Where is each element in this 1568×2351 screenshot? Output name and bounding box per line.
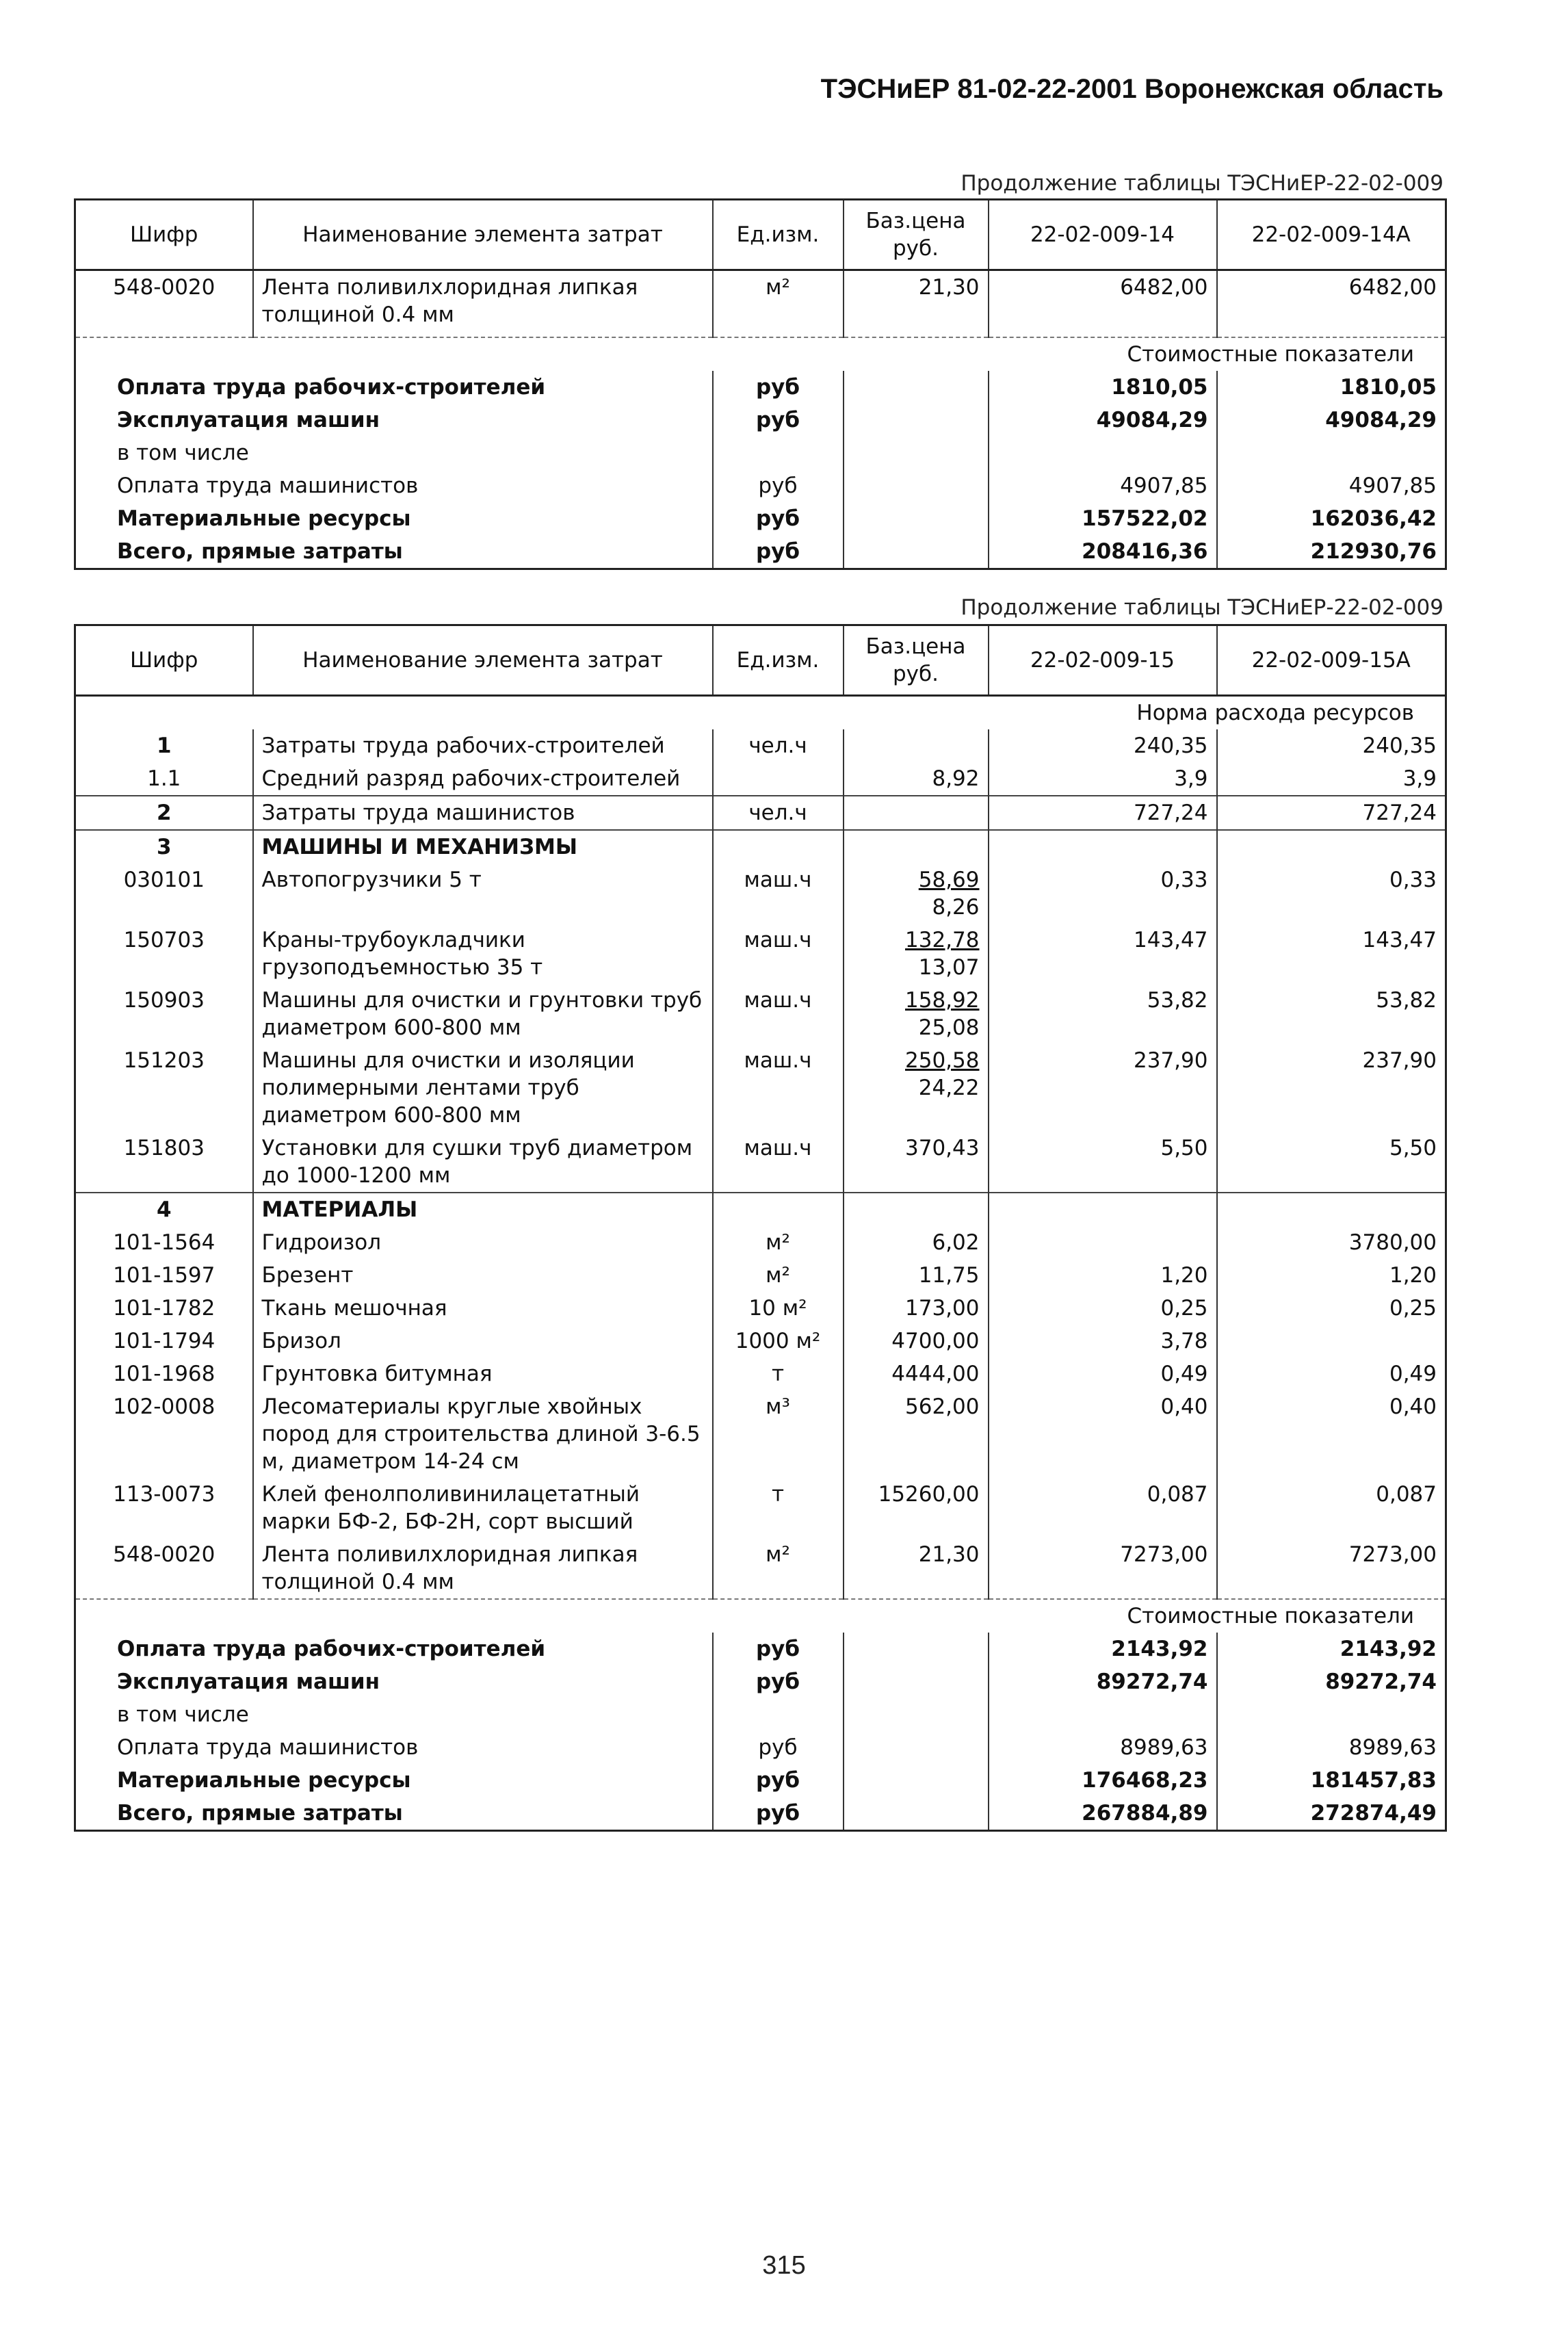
summary-price	[844, 1633, 989, 1665]
summary-name: в том числе	[75, 1698, 713, 1731]
col-header-price: Баз.цена руб.	[844, 625, 989, 696]
summary-price	[844, 535, 989, 569]
summary-unit: руб	[713, 502, 844, 535]
table-row	[75, 270, 1446, 332]
summary-row	[75, 1698, 1446, 1731]
spacer-cell	[713, 331, 844, 337]
resource-price-cell	[844, 1193, 989, 1226]
summary-name: Оплата труда машинистов	[75, 469, 713, 502]
resource-name: Установки для сушки труб диаметром до 1000-1200 мм	[253, 1132, 713, 1193]
resource-price-cell	[844, 1226, 989, 1259]
table-row	[75, 1292, 1446, 1325]
table1-header-row	[75, 200, 1446, 270]
summary-unit: руб	[713, 1633, 844, 1665]
summary-value-2	[1217, 437, 1446, 469]
resource-code: 2	[75, 796, 253, 830]
summary-value-2: 89272,74	[1217, 1665, 1446, 1698]
spacer-cell	[989, 331, 1217, 337]
summary-name: Эксплуатация машин	[75, 404, 713, 437]
resource-code: 101-1794	[75, 1325, 253, 1358]
spacer-cell	[844, 331, 989, 337]
resource-price: 132,78	[905, 928, 980, 952]
resource-value-2: 7273,00	[1217, 1538, 1446, 1599]
summary-name: Оплата труда рабочих-строителей	[75, 1633, 713, 1665]
summary-name: Всего, прямые затраты	[75, 535, 713, 569]
resource-price: 370,43	[905, 1136, 980, 1160]
resource-price: 4700,00	[891, 1329, 980, 1353]
resource-value-2: 0,40	[1217, 1390, 1446, 1478]
resource-price-cell	[844, 762, 989, 796]
resource-name: Клей фенолполивинилацетатный марки БФ-2, БФ-2Н, сорт высший	[253, 1478, 713, 1538]
table-row	[75, 1478, 1446, 1538]
resource-code: 151803	[75, 1132, 253, 1193]
table-row	[75, 830, 1446, 863]
spacer-cell	[1217, 331, 1446, 337]
resource-value-2: 3,9	[1217, 762, 1446, 796]
summary-unit: руб	[713, 535, 844, 569]
summary-value-1: 8989,63	[989, 1731, 1217, 1764]
resource-price-cell	[844, 1259, 989, 1292]
resource-price-cell	[844, 729, 989, 762]
resource-norm-label	[75, 696, 1446, 730]
resource-price-cell	[844, 796, 989, 830]
resource-value-1: 53,82	[989, 984, 1217, 1044]
resource-name: Гидроизол	[253, 1226, 713, 1259]
resource-name: Краны-трубоукладчики грузоподъемностью 35 т	[253, 924, 713, 984]
resource-value-1	[989, 1226, 1217, 1259]
resource-code: 113-0073	[75, 1478, 253, 1538]
resource-unit: м²	[713, 1226, 844, 1259]
summary-value-2: 162036,42	[1217, 502, 1446, 535]
summary-value-1: 157522,02	[989, 502, 1217, 535]
machinist-wage-price: 25,08	[918, 1015, 980, 1040]
resource-code: 101-1968	[75, 1358, 253, 1390]
table-row	[75, 924, 1446, 984]
cost-indicators-label-text: Стоимостные показатели	[75, 1599, 1446, 1633]
document-header: ТЭСНиЕР 81-02-22-2001 Воронежская область	[820, 74, 1443, 104]
machinist-wage-price: 13,07	[918, 955, 980, 980]
summary-value-1: 4907,85	[989, 469, 1217, 502]
summary-name: Эксплуатация машин	[75, 1665, 713, 1698]
resource-value-2: 6482,00	[1217, 270, 1446, 332]
summary-value-2: 272874,49	[1217, 1797, 1446, 1831]
resource-unit: маш.ч	[713, 1132, 844, 1193]
table1-caption: Продолжение таблицы ТЭСНиЕР-22-02-009	[961, 171, 1443, 196]
summary-price	[844, 1665, 989, 1698]
resource-price-cell	[844, 1478, 989, 1538]
resource-name: Средний разряд рабочих-строителей	[253, 762, 713, 796]
table-row	[75, 1259, 1446, 1292]
resource-name: Затраты труда рабочих-строителей	[253, 729, 713, 762]
resource-unit: 10 м²	[713, 1292, 844, 1325]
summary-row	[75, 404, 1446, 437]
machinist-wage-price: 24,22	[918, 1076, 980, 1100]
col-header-code: Шифр	[75, 200, 253, 270]
resource-value-2: 143,47	[1217, 924, 1446, 984]
summary-unit: руб	[713, 1764, 844, 1797]
resource-value-1: 1,20	[989, 1259, 1217, 1292]
resource-value-1: 0,33	[989, 863, 1217, 924]
resource-value-2	[1217, 1325, 1446, 1358]
cost-indicators-label-text: Стоимостные показатели	[75, 337, 1446, 371]
resource-value-2: 0,33	[1217, 863, 1446, 924]
resource-price: 6,02	[932, 1230, 980, 1255]
spacer-cell	[253, 331, 713, 337]
summary-price	[844, 469, 989, 502]
table-row	[75, 1193, 1446, 1226]
resource-value-1: 3,78	[989, 1325, 1217, 1358]
resource-price-cell	[844, 1044, 989, 1132]
resource-value-2: 0,49	[1217, 1358, 1446, 1390]
resource-value-1: 5,50	[989, 1132, 1217, 1193]
summary-value-2: 49084,29	[1217, 404, 1446, 437]
summary-name: Материальные ресурсы	[75, 1764, 713, 1797]
resource-unit: маш.ч	[713, 863, 844, 924]
resource-unit: чел.ч	[713, 729, 844, 762]
resource-name: Лента поливилхлоридная липкая толщиной 0.4 мм	[253, 270, 713, 332]
summary-value-2: 181457,83	[1217, 1764, 1446, 1797]
resource-unit	[713, 830, 844, 863]
table-row	[75, 1390, 1446, 1478]
summary-price	[844, 404, 989, 437]
resource-value-2: 237,90	[1217, 1044, 1446, 1132]
resource-price-cell	[844, 1390, 989, 1478]
table1	[74, 198, 1447, 570]
resource-value-2: 1,20	[1217, 1259, 1446, 1292]
resource-code: 030101	[75, 863, 253, 924]
resource-price-cell	[844, 924, 989, 984]
resource-price: 158,92	[905, 988, 980, 1013]
resource-unit	[713, 1193, 844, 1226]
summary-unit: руб	[713, 404, 844, 437]
spacer-cell	[75, 331, 253, 337]
resource-price-cell	[844, 830, 989, 863]
resource-unit: т	[713, 1478, 844, 1538]
summary-value-2: 4907,85	[1217, 469, 1446, 502]
summary-unit	[713, 437, 844, 469]
resource-unit: 1000 м²	[713, 1325, 844, 1358]
resource-unit: м³	[713, 1390, 844, 1478]
resource-unit	[713, 762, 844, 796]
resource-price: 58,69	[918, 868, 980, 892]
resource-price: 15260,00	[878, 1482, 980, 1507]
resource-price: 21,30	[844, 270, 989, 332]
resource-name: Затраты труда машинистов	[253, 796, 713, 830]
table-row	[75, 1226, 1446, 1259]
resource-code: 4	[75, 1193, 253, 1226]
resource-price: 173,00	[905, 1296, 980, 1321]
col-header-code: Шифр	[75, 625, 253, 696]
resource-code: 1	[75, 729, 253, 762]
resource-unit: чел.ч	[713, 796, 844, 830]
resource-value-1: 237,90	[989, 1044, 1217, 1132]
col-header-v1: 22-02-009-14	[989, 200, 1217, 270]
resource-value-1: 6482,00	[989, 270, 1217, 332]
resource-name: Грунтовка битумная	[253, 1358, 713, 1390]
resource-code: 151203	[75, 1044, 253, 1132]
resource-name: Бризол	[253, 1325, 713, 1358]
resource-code: 101-1782	[75, 1292, 253, 1325]
table2	[74, 624, 1447, 1832]
summary-row	[75, 1797, 1446, 1831]
summary-value-2: 8989,63	[1217, 1731, 1446, 1764]
summary-price	[844, 1731, 989, 1764]
summary-price	[844, 502, 989, 535]
summary-value-2: 2143,92	[1217, 1633, 1446, 1665]
resource-name: Лента поливилхлоридная липкая толщиной 0.4 мм	[253, 1538, 713, 1599]
col-header-price: Баз.цена руб.	[844, 200, 989, 270]
summary-price	[844, 437, 989, 469]
resource-unit: маш.ч	[713, 1044, 844, 1132]
table-row	[75, 1044, 1446, 1132]
machinist-wage-price: 8,26	[932, 895, 980, 920]
resource-value-2: 5,50	[1217, 1132, 1446, 1193]
spacer-row	[75, 331, 1446, 337]
resource-price: 562,00	[905, 1394, 980, 1419]
resource-value-1: 727,24	[989, 796, 1217, 830]
table2-header-row	[75, 625, 1446, 696]
summary-value-1: 176468,23	[989, 1764, 1217, 1797]
cost-indicators-label	[75, 337, 1446, 371]
summary-price	[844, 1698, 989, 1731]
resource-value-2: 727,24	[1217, 796, 1446, 830]
resource-code: 1.1	[75, 762, 253, 796]
resource-value-2: 53,82	[1217, 984, 1446, 1044]
resource-price: 4444,00	[891, 1362, 980, 1386]
resource-name: Ткань мешочная	[253, 1292, 713, 1325]
resource-name: Лесоматериалы круглые хвойных пород для строительства длиной 3-6.5 м, диаметром 14-24 см	[253, 1390, 713, 1478]
table-row	[75, 1132, 1446, 1193]
resource-unit: маш.ч	[713, 984, 844, 1044]
resource-unit: м²	[713, 1259, 844, 1292]
resource-value-1: 143,47	[989, 924, 1217, 984]
col-header-name: Наименование элемента затрат	[253, 200, 713, 270]
summary-price	[844, 1797, 989, 1831]
resource-code: 101-1564	[75, 1226, 253, 1259]
table-row	[75, 984, 1446, 1044]
summary-value-2: 1810,05	[1217, 371, 1446, 404]
table-row	[75, 796, 1446, 830]
resource-unit: м²	[713, 270, 844, 332]
resource-code: 548-0020	[75, 270, 253, 332]
summary-row	[75, 437, 1446, 469]
col-header-unit: Ед.изм.	[713, 200, 844, 270]
resource-code: 3	[75, 830, 253, 863]
summary-row	[75, 502, 1446, 535]
resource-norm-label-text: Норма расхода ресурсов	[75, 696, 1446, 730]
col-header-name: Наименование элемента затрат	[253, 625, 713, 696]
resource-price: 8,92	[932, 766, 980, 791]
resource-value-1: 240,35	[989, 729, 1217, 762]
summary-name: Всего, прямые затраты	[75, 1797, 713, 1831]
table-row	[75, 762, 1446, 796]
summary-price	[844, 371, 989, 404]
resource-value-1	[989, 830, 1217, 863]
resource-code: 548-0020	[75, 1538, 253, 1599]
col-header-v2: 22-02-009-14А	[1217, 200, 1446, 270]
resource-unit: т	[713, 1358, 844, 1390]
summary-name: в том числе	[75, 437, 713, 469]
resource-value-2: 3780,00	[1217, 1226, 1446, 1259]
resource-value-2	[1217, 830, 1446, 863]
summary-row	[75, 1665, 1446, 1698]
resource-name: Брезент	[253, 1259, 713, 1292]
resource-code: 150903	[75, 984, 253, 1044]
resource-price-cell	[844, 1325, 989, 1358]
resource-unit: м²	[713, 1538, 844, 1599]
cost-indicators-label	[75, 1599, 1446, 1633]
col-header-v2: 22-02-009-15А	[1217, 625, 1446, 696]
table2-caption: Продолжение таблицы ТЭСНиЕР-22-02-009	[961, 595, 1443, 620]
col-header-v1: 22-02-009-15	[989, 625, 1217, 696]
summary-unit: руб	[713, 1665, 844, 1698]
summary-unit: руб	[713, 469, 844, 502]
summary-unit: руб	[713, 1731, 844, 1764]
resource-value-1: 0,087	[989, 1478, 1217, 1538]
summary-value-1: 208416,36	[989, 535, 1217, 569]
resource-value-1: 0,49	[989, 1358, 1217, 1390]
resource-price-cell	[844, 1358, 989, 1390]
col-header-unit: Ед.изм.	[713, 625, 844, 696]
summary-unit	[713, 1698, 844, 1731]
resource-value-2: 240,35	[1217, 729, 1446, 762]
resource-value-2: 0,087	[1217, 1478, 1446, 1538]
resource-value-1: 3,9	[989, 762, 1217, 796]
summary-value-1: 49084,29	[989, 404, 1217, 437]
table-row	[75, 863, 1446, 924]
resource-price: 11,75	[918, 1263, 980, 1288]
summary-row	[75, 469, 1446, 502]
summary-value-1: 2143,92	[989, 1633, 1217, 1665]
summary-row	[75, 1633, 1446, 1665]
resource-value-1: 7273,00	[989, 1538, 1217, 1599]
summary-name: Оплата труда рабочих-строителей	[75, 371, 713, 404]
resource-value-2: 0,25	[1217, 1292, 1446, 1325]
resource-price: 21,30	[918, 1542, 980, 1567]
resource-name: Автопогрузчики 5 т	[253, 863, 713, 924]
resource-price-cell	[844, 984, 989, 1044]
resource-price-cell	[844, 1538, 989, 1599]
table-row	[75, 1325, 1446, 1358]
summary-price	[844, 1764, 989, 1797]
summary-name: Материальные ресурсы	[75, 502, 713, 535]
table-row	[75, 1538, 1446, 1599]
resource-name: Машины для очистки и грунтовки труб диаметром 600-800 мм	[253, 984, 713, 1044]
resource-price-cell	[844, 1132, 989, 1193]
summary-value-1	[989, 1698, 1217, 1731]
resource-code: 101-1597	[75, 1259, 253, 1292]
summary-row	[75, 1731, 1446, 1764]
resource-value-1: 0,25	[989, 1292, 1217, 1325]
summary-value-1	[989, 437, 1217, 469]
table-row	[75, 1358, 1446, 1390]
summary-value-1: 89272,74	[989, 1665, 1217, 1698]
resource-code: 102-0008	[75, 1390, 253, 1478]
summary-value-1: 1810,05	[989, 371, 1217, 404]
summary-row	[75, 535, 1446, 569]
resource-name: МАТЕРИАЛЫ	[253, 1193, 713, 1226]
page-number: 315	[762, 2251, 806, 2280]
resource-unit: маш.ч	[713, 924, 844, 984]
summary-value-2: 212930,76	[1217, 535, 1446, 569]
resource-value-1	[989, 1193, 1217, 1226]
resource-price-cell	[844, 1292, 989, 1325]
resource-name: МАШИНЫ И МЕХАНИЗМЫ	[253, 830, 713, 863]
summary-name: Оплата труда машинистов	[75, 1731, 713, 1764]
summary-value-1: 267884,89	[989, 1797, 1217, 1831]
summary-row	[75, 1764, 1446, 1797]
resource-name: Машины для очистки и изоляции полимерными лентами труб диаметром 600-800 мм	[253, 1044, 713, 1132]
table-row	[75, 729, 1446, 762]
summary-unit: руб	[713, 1797, 844, 1831]
resource-value-2	[1217, 1193, 1446, 1226]
resource-code: 150703	[75, 924, 253, 984]
summary-unit: руб	[713, 371, 844, 404]
summary-value-2	[1217, 1698, 1446, 1731]
resource-price: 250,58	[905, 1048, 980, 1073]
resource-price-cell	[844, 863, 989, 924]
summary-row	[75, 371, 1446, 404]
resource-value-1: 0,40	[989, 1390, 1217, 1478]
